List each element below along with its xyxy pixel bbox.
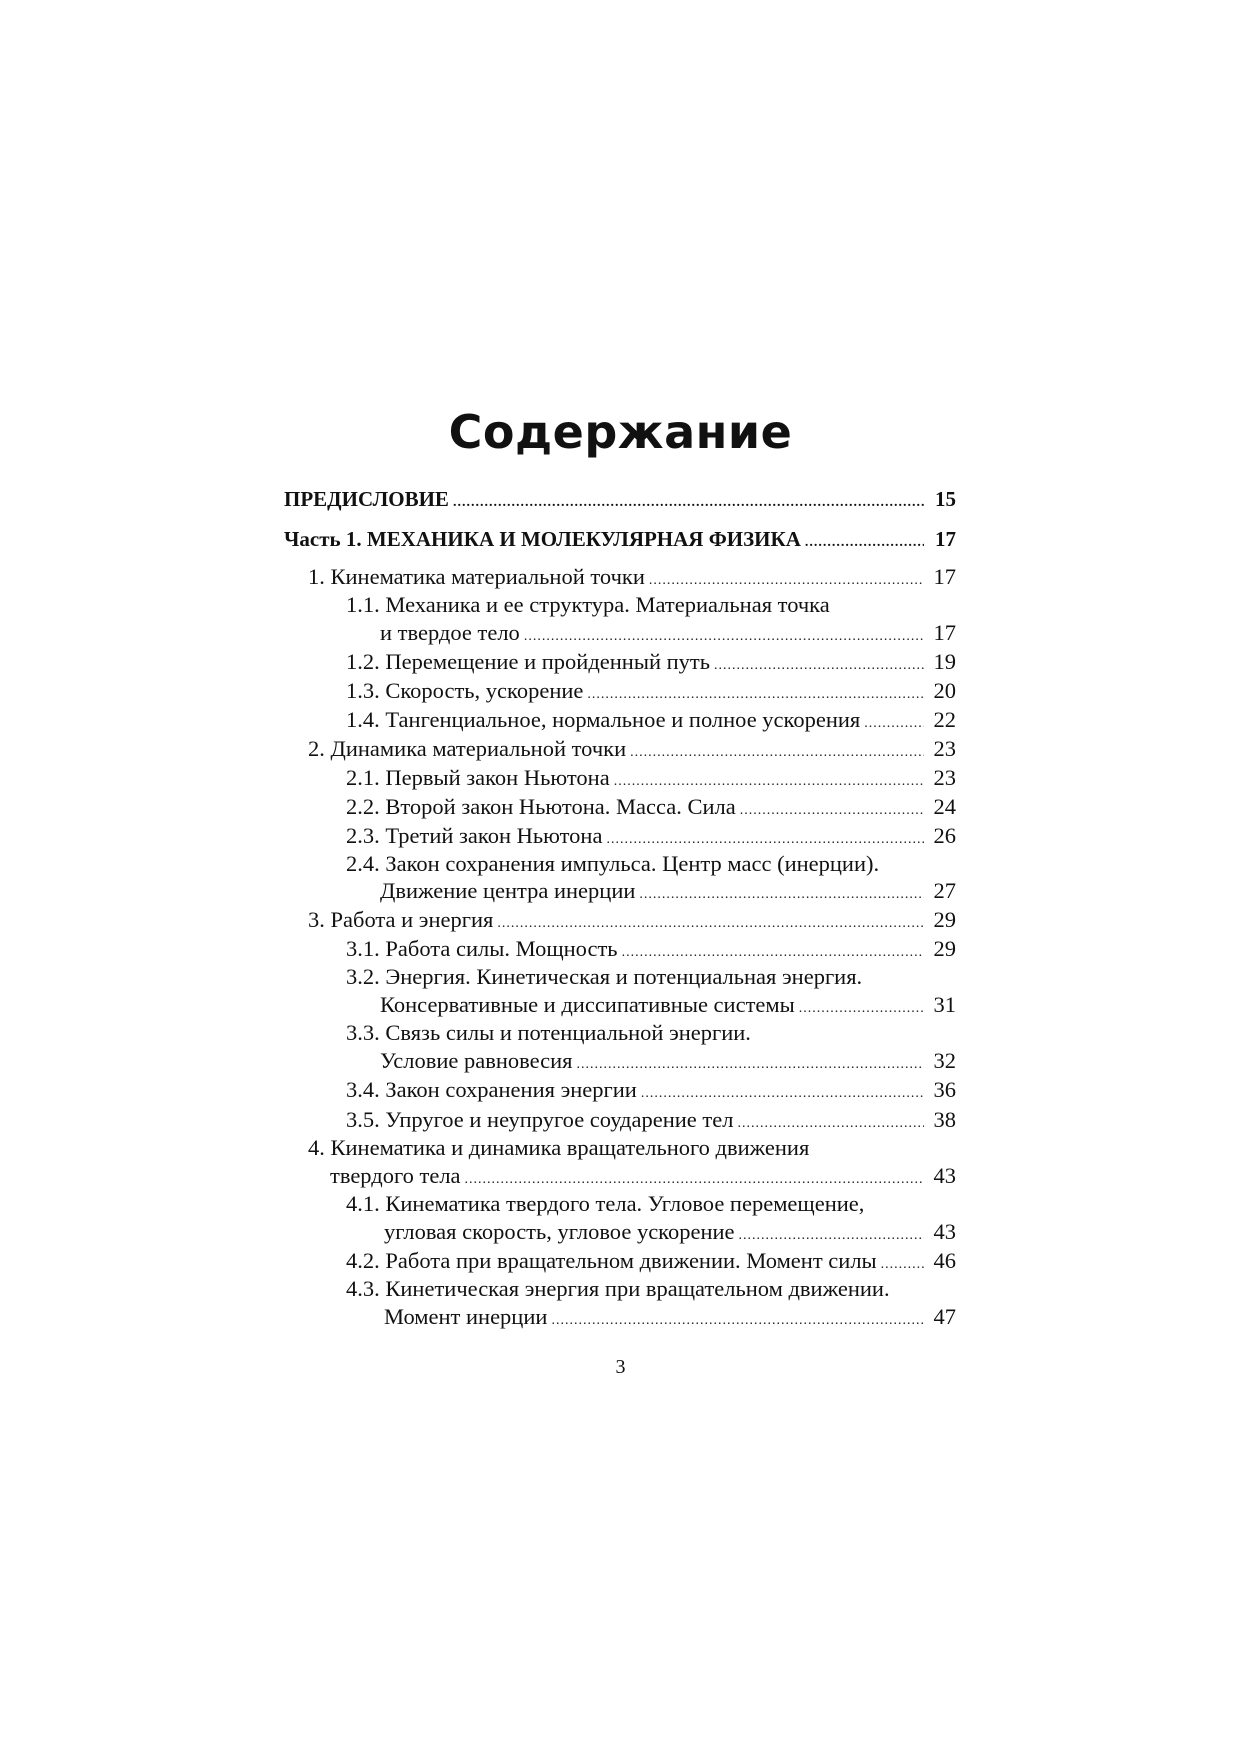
toc-entry-text: Условие равновесия [380,1048,573,1073]
toc-entry-text: Движение центра инерции [380,878,636,903]
toc-entry-section-1-3 [346,677,956,709]
toc-entry-section-3-3 [380,1047,956,1079]
toc-entry-page: 26 [933,823,956,848]
toc-entry-text: Часть 1. МЕХАНИКА И МОЛЕКУЛЯРНАЯ ФИЗИКА [284,527,801,551]
toc-entry-page: 15 [935,487,956,511]
toc-leader-dots [614,768,924,796]
toc-entry-page: 20 [933,678,956,703]
toc-entry-text: 2.1. Первый закон Ньютона [346,765,610,790]
toc-leader-dots [453,489,924,517]
toc-entry-text: 1.3. Скорость, ускорение [346,678,584,703]
toc-entry-section-1-2 [346,648,956,680]
toc-entry-section-1-4 [346,706,956,738]
toc-entry-page: 17 [933,564,956,589]
toc-entry-page: 19 [933,649,956,674]
toc-entry-text: ПРЕДИСЛОВИЕ [284,487,449,511]
toc-entry-text: 3.2. Энергия. Кинетическая и потенциальная энергия. [346,964,863,989]
toc-entry-text: 1.1. Механика и ее структура. Материальная точка [346,592,830,617]
toc-entry-page: 43 [933,1219,956,1244]
toc-entry-page: 27 [933,878,956,903]
toc-leader-dots [497,910,924,938]
toc-leader-dots [641,1080,924,1108]
toc-entry-page: 24 [933,794,956,819]
toc-leader-dots [714,652,924,680]
page-number: 3 [615,1356,626,1378]
toc-entry-text: 2.3. Третий закон Ньютона [346,823,603,848]
toc-entry-text: 4.1. Кинематика твердого тела. Угловое перемещение, [346,1191,865,1216]
toc-entry-page: 17 [933,620,956,645]
toc-entry-section-4-3 [384,1303,956,1335]
toc-entry-page: 31 [933,992,956,1017]
toc-entry-text: угловая скорость, угловое ускорение [384,1219,735,1244]
toc-leader-dots [639,881,924,909]
toc-entry-chapter-2 [308,735,956,767]
toc-entry-text: 4.3. Кинетическая энергия при вращательном движении. [346,1276,890,1301]
toc-entry-text: Момент инерции [384,1304,548,1329]
toc-entry-page: 38 [933,1107,956,1132]
toc-entry-section-2-4 [380,877,956,909]
toc-leader-dots [739,1222,924,1250]
toc-entry-section-4-1 [384,1218,956,1250]
toc-entry-text: 1.2. Перемещение и пройденный путь [346,649,711,674]
toc-entry-text: Консервативные и диссипативные системы [380,992,795,1017]
toc-leader-dots [864,710,924,738]
toc-entry-text: 2. Динамика материальной точки [308,736,627,761]
toc-entry-text: 3.3. Связь силы и потенциальной энергии. [346,1020,751,1045]
toc-leader-dots [799,995,924,1023]
toc-entry-part-1 [284,525,956,557]
toc-entry-page: 47 [933,1304,956,1329]
toc-entry-text: 2.2. Второй закон Ньютона. Масса. Сила [346,794,736,819]
toc-entry-text: 1. Кинематика материальной точки [308,564,645,589]
toc-entry-text: 3.1. Работа силы. Мощность [346,936,618,961]
toc-leader-dots [577,1051,924,1079]
toc-entry-preface [284,485,956,517]
page-title: Содержание [448,405,793,459]
toc-leader-dots [740,797,924,825]
toc-entry-chapter-3 [308,906,956,938]
toc-entry-page: 36 [933,1077,956,1102]
toc-entry-text: 4. Кинематика и динамика вращательного движения [308,1135,810,1160]
toc-entry-section-3-4 [346,1076,956,1108]
toc-entry-text: твердого тела [330,1163,461,1188]
toc-entry-text: 3. Работа и энергия [308,907,494,932]
toc-entry-text: 2.4. Закон сохранения импульса. Центр масс (инерции). [346,851,880,876]
toc-entry-page: 17 [935,527,956,551]
toc-leader-dots [805,529,924,557]
toc-leader-dots [551,1307,924,1335]
toc-entry-text: 3.5. Упругое и неупругое соударение тел [346,1107,734,1132]
toc-leader-dots [630,739,924,767]
toc-entry-section-1-1 [380,619,956,651]
toc-entry-text: 4.2. Работа при вращательном движении. Момент силы [346,1248,877,1273]
toc-entry-page: 32 [933,1048,956,1073]
toc-entry-page: 23 [933,736,956,761]
toc-leader-dots [524,623,924,651]
toc-entry-section-2-2 [346,793,956,825]
toc-leader-dots [587,681,924,709]
toc-entry-section-2-1 [346,764,956,796]
toc-entry-page: 46 [933,1248,956,1273]
toc-entry-page: 29 [933,936,956,961]
toc-entry-text: 1.4. Тангенциальное, нормальное и полное ускорения [346,707,861,732]
toc-entry-page: 23 [933,765,956,790]
toc-entry-page: 43 [933,1163,956,1188]
toc-entry-text: 3.4. Закон сохранения энергии [346,1077,637,1102]
toc-entry-page: 22 [933,707,956,732]
toc-entry-text: и твердое тело [380,620,520,645]
toc-entry-page: 29 [933,907,956,932]
